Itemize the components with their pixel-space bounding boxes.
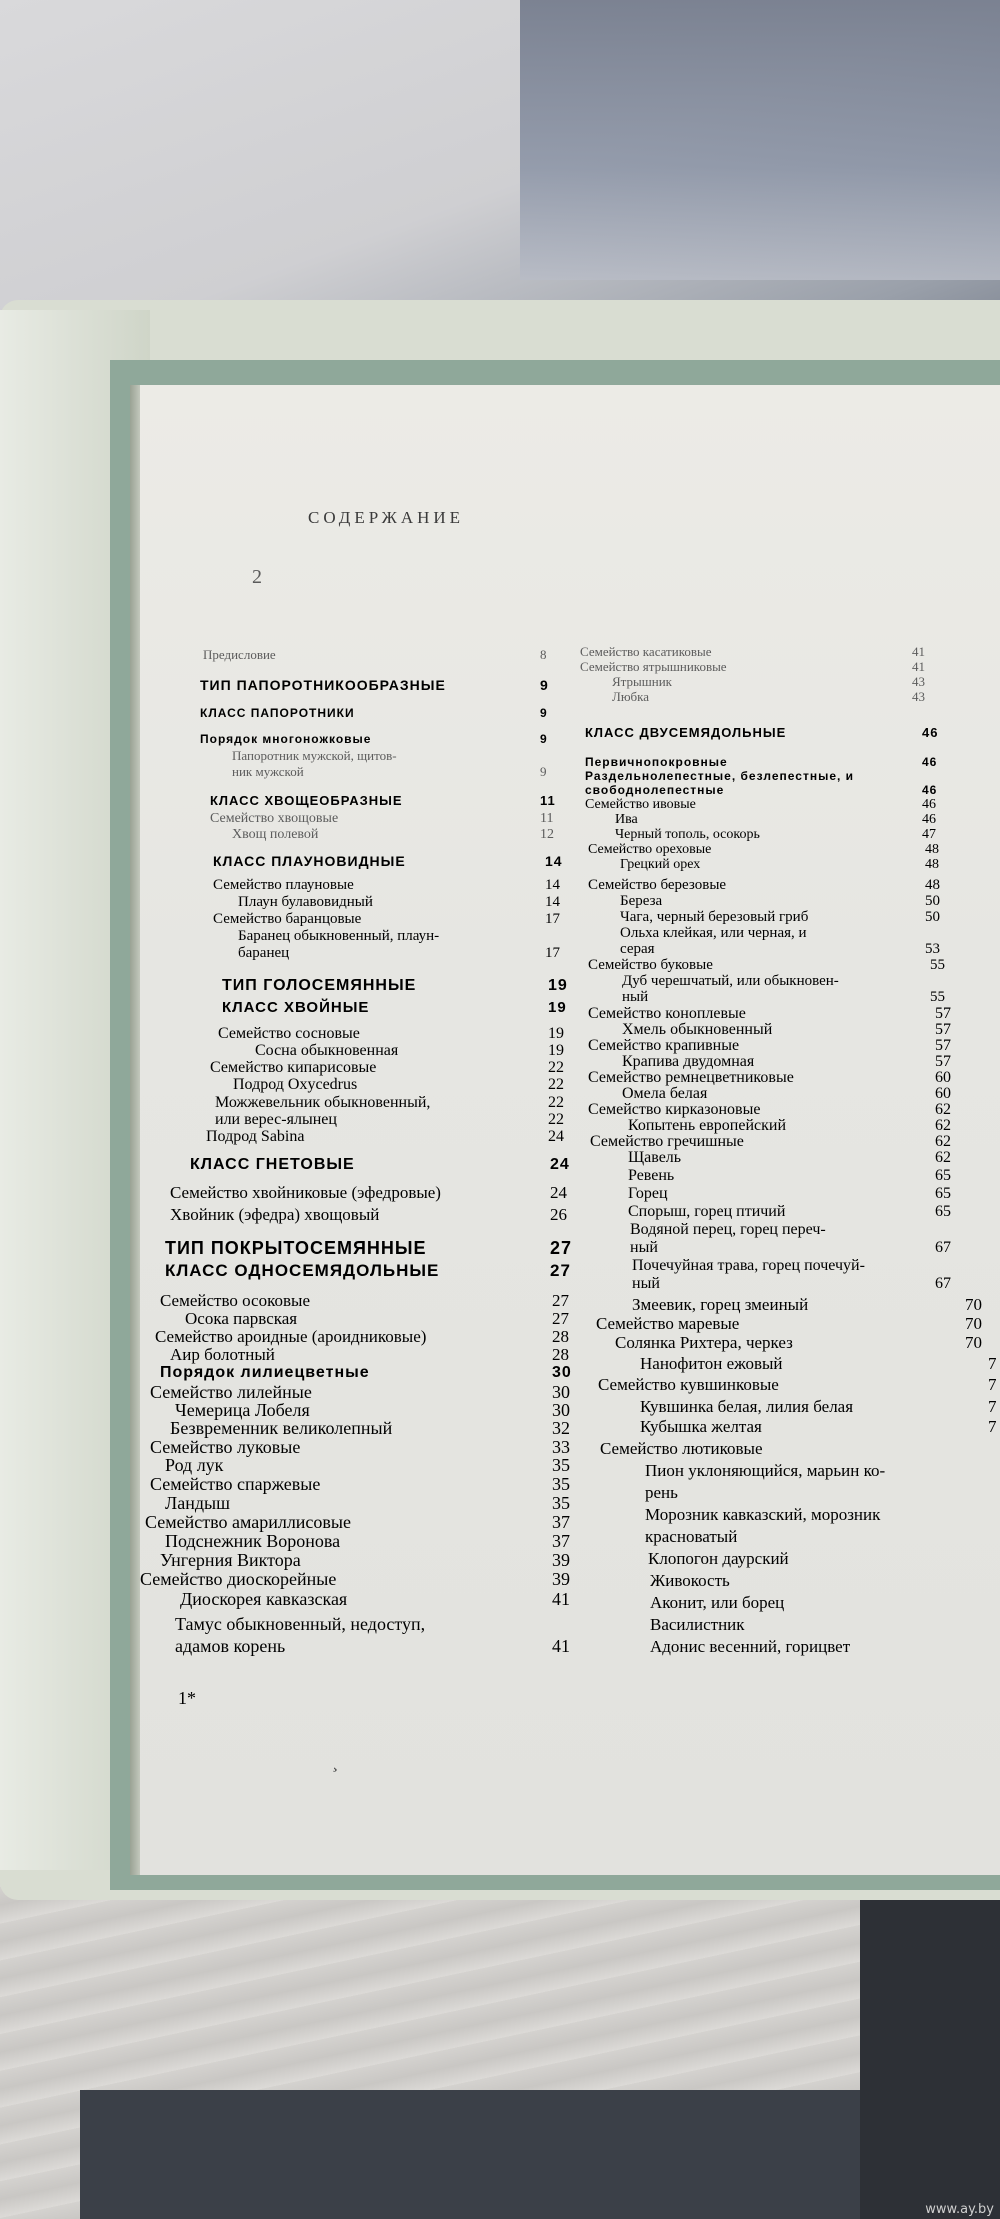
toc-entry-left: [170, 1183, 567, 1202]
toc-entry-right: [630, 1222, 826, 1238]
toc-entry-right: [640, 1417, 997, 1436]
toc-entry-left: [160, 1291, 569, 1310]
toc-entry-text: Семейство ароидные (ароидниковые): [155, 1327, 427, 1346]
toc-entry-right: [650, 1572, 730, 1589]
toc-entry-text: Кубышка желтая: [640, 1417, 762, 1436]
toc-entry-left: [165, 1455, 570, 1475]
toc-entry-text: Грецкий орех: [620, 857, 701, 872]
page-title: СОДЕРЖАНИЕ: [308, 508, 465, 527]
toc-entry-text: Семейство лютиковые: [600, 1439, 763, 1458]
toc-entry-page-number: 17: [545, 945, 560, 961]
toc-entry-text: Омела белая: [622, 1085, 708, 1102]
toc-entry-page-number: 30: [552, 1400, 570, 1420]
toc-entry-left: [218, 1025, 564, 1042]
toc-entry-left: [213, 853, 563, 869]
toc-entry-text: Ива: [615, 812, 638, 827]
toc-entry-page-number: 32: [552, 1418, 570, 1438]
toc-entry-text: Нанофитон ежовый: [640, 1354, 783, 1373]
toc-entry-text: Семейство хвойниковые (эфедровые): [170, 1183, 441, 1202]
toc-entry-text: Крапива двудомная: [622, 1053, 755, 1070]
toc-entry-text: Семейство кипарисовые: [210, 1059, 377, 1076]
toc-entry-text: Семейство хвощовые: [210, 811, 339, 826]
toc-entry-text: Дуб черешчатый, или обыкновен-: [622, 973, 839, 989]
toc-entry-text: Семейство маревые: [596, 1314, 740, 1333]
toc-entry-right: [620, 941, 940, 957]
toc-entry-text: Аконит, или борец: [650, 1593, 785, 1612]
toc-entry-left: [140, 1569, 570, 1589]
toc-entry-page-number: 43: [912, 674, 925, 689]
toc-entry-text: Хмель обыкновенный: [622, 1021, 773, 1038]
toc-entry-right: [622, 1053, 951, 1070]
toc-entry-page-number: 50: [925, 909, 940, 925]
toc-entry-right: [632, 1295, 982, 1314]
toc-entry-page-number: 41: [552, 1636, 570, 1656]
toc-entry-page-number: 22: [548, 1059, 564, 1076]
toc-entry-page-number: 17: [545, 911, 560, 927]
toc-entry-left: [190, 1156, 570, 1173]
toc-entry-left: [232, 764, 547, 779]
toc-entry-right: [588, 1037, 951, 1054]
toc-entry-page-number: 7: [988, 1375, 997, 1394]
toc-entry-text: Семейство кувшинковые: [598, 1375, 779, 1394]
toc-entry-text: Порядок многоножковые: [200, 732, 372, 746]
toc-entry-page-number: 46: [922, 755, 938, 769]
toc-entry-page-number: 43: [912, 689, 925, 704]
page-signature: 1*: [178, 1688, 196, 1708]
toc-entry-right: [596, 1314, 982, 1333]
toc-entry-text: Семейство гречишные: [590, 1133, 744, 1150]
toc-entry-text: Чемерица Лобеля: [175, 1400, 310, 1420]
toc-entry-right: [650, 1616, 745, 1633]
toc-entry-left: [160, 1550, 570, 1570]
toc-entry-left: [170, 1345, 569, 1364]
toc-entry-left: [150, 1474, 570, 1494]
toc-entry-page-number: 8: [540, 647, 547, 662]
toc-entry-page-number: 19: [548, 999, 567, 1016]
toc-entry-text: Семейство ятрышниковые: [580, 659, 727, 674]
toc-entry-left: [222, 999, 567, 1016]
toc-entry-right: [645, 1506, 880, 1523]
toc-entry-left: [233, 1076, 564, 1093]
toc-entry-page-number: 62: [935, 1117, 951, 1134]
toc-entry-text: Спорыш, горец птичий: [628, 1203, 786, 1220]
toc-entry-left: [165, 1493, 570, 1513]
toc-entry-text: Щавель: [628, 1149, 682, 1166]
toc-entry-page-number: 57: [935, 1037, 951, 1054]
toc-entry-text: Ольха клейкая, или черная, и: [620, 925, 807, 941]
toc-entry-text: Порядок лилиецветные: [160, 1364, 370, 1381]
toc-entry-right: [615, 812, 936, 827]
toc-entry-right: [585, 770, 854, 782]
toc-entry-left: [215, 1111, 564, 1128]
toc-entry-right: [585, 783, 938, 797]
toc-entry-page-number: 30: [552, 1364, 572, 1381]
toc-entry-text: КЛАСС ОДНОСЕМЯДОЛЬНЫЕ: [165, 1261, 440, 1280]
toc-entry-text: Семейство буковые: [588, 957, 713, 973]
toc-entry-right: [585, 725, 939, 740]
toc-entry-page-number: 7: [988, 1417, 997, 1436]
watermark: www.ay.by: [925, 2202, 994, 2217]
toc-entry-text: Семейство кирказоновые: [588, 1101, 761, 1118]
toc-entry-left: [210, 811, 554, 826]
toc-entry-left: [238, 894, 560, 910]
toc-entry-text: КЛАСС ГНЕТОВЫЕ: [190, 1156, 355, 1173]
toc-entry-right: [628, 1185, 951, 1202]
toc-entry-text: Василистник: [650, 1615, 745, 1634]
toc-entry-text: Диоскорея кавказская: [180, 1589, 348, 1609]
toc-entry-text: КЛАСС ПЛАУНОВИДНЫЕ: [213, 853, 406, 869]
toc-entry-text: Черный тополь, осокорь: [615, 827, 760, 842]
toc-entry-text: Семейство березовые: [588, 877, 727, 893]
toc-entry-page-number: 39: [552, 1569, 570, 1589]
toc-entry-text: Пион уклоняющийся, марьин ко-: [645, 1461, 886, 1480]
toc-entry-text: Хвощ полевой: [232, 827, 319, 842]
toc-entry-text: Хвойник (эфедра) хвощовый: [170, 1205, 380, 1224]
toc-entry-text: красноватый: [645, 1527, 738, 1546]
toc-entry-right: [580, 659, 925, 674]
toc-entry-page-number: 19: [548, 977, 568, 994]
toc-entry-left: [222, 977, 568, 994]
toc-entry-right: [632, 1258, 865, 1274]
toc-entry-text: Унгерния Виктора: [160, 1550, 301, 1570]
toc-entry-right: [620, 893, 940, 909]
toc-entry-text: Солянка Рихтера, черкез: [615, 1333, 793, 1352]
toc-entry-left: [165, 1261, 571, 1280]
toc-entry-right: [598, 1375, 997, 1394]
toc-entry-left: [206, 1128, 564, 1145]
toc-entry-text: ный: [632, 1275, 660, 1292]
toc-entry-page-number: 50: [925, 893, 940, 909]
toc-entry-text: Род лук: [165, 1455, 224, 1475]
toc-entry-right: [588, 1005, 951, 1022]
toc-entry-left: [232, 827, 554, 842]
toc-entry-page-number: 70: [965, 1295, 982, 1314]
toc-entry-page-number: 19: [548, 1025, 564, 1042]
toc-entry-text: ный: [630, 1239, 658, 1256]
toc-entry-right: [622, 989, 945, 1005]
toc-entry-text: Семейство луковые: [150, 1437, 301, 1457]
toc-entry-page-number: 53: [925, 941, 940, 957]
toc-entry-left: [175, 1636, 570, 1656]
toc-entry-text: Почечуйная трава, горец почечуй-: [632, 1257, 865, 1274]
toc-entry-left: [210, 1059, 564, 1076]
toc-entry-right: [580, 644, 925, 659]
toc-entry-text: Осока парвская: [185, 1309, 298, 1328]
toc-entry-page-number: 57: [935, 1021, 951, 1038]
toc-entry-right: [645, 1528, 737, 1545]
toc-entry-page-number: 27: [552, 1291, 569, 1310]
toc-entry-text: Ятрышник: [612, 674, 672, 689]
toc-entry-page-number: 9: [540, 732, 548, 746]
toc-entry-page-number: 46: [922, 783, 938, 797]
toc-entry-left: [213, 911, 560, 927]
toc-entry-text: Баранец обыкновенный, плаун-: [238, 928, 440, 944]
toc-entry-right: [612, 674, 925, 689]
toc-entry-text: Сосна обыкновенная: [255, 1042, 399, 1059]
toc-entry-page-number: 48: [925, 877, 940, 893]
toc-entry-page-number: 28: [552, 1345, 569, 1364]
toc-entry-right: [630, 1239, 951, 1256]
toc-entry-text: Змеевик, горец змеиный: [632, 1295, 809, 1314]
toc-entry-page-number: 11: [540, 811, 554, 826]
toc-entry-text: Адонис весенний, горицвет: [650, 1637, 851, 1656]
toc-entry-right: [588, 877, 940, 893]
toc-entry-left: [238, 945, 560, 961]
toc-entry-right: [585, 755, 938, 769]
toc-entry-text: Семейство диоскорейные: [140, 1569, 337, 1589]
toc-entry-text: ТИП ГОЛОСЕМЯННЫЕ: [222, 977, 417, 994]
toc-entry-right: [622, 974, 839, 989]
toc-entry-text: КЛАСС ХВОЩЕОБРАЗНЫЕ: [210, 793, 403, 808]
toc-entry-right: [650, 1638, 850, 1655]
toc-entry-left: [175, 1400, 570, 1420]
toc-entry-page-number: 22: [548, 1094, 564, 1111]
toc-entry-page-number: 9: [540, 764, 547, 779]
toc-entry-left: [200, 732, 548, 746]
toc-entry-page-number: 62: [935, 1133, 951, 1150]
toc-entry-page-number: 26: [550, 1205, 567, 1224]
toc-entry-text: Первичнопокровные: [585, 755, 728, 769]
toc-entry-left: [155, 1327, 569, 1346]
toc-entry-page-number: 27: [552, 1309, 569, 1328]
toc-entry-text: Семейство касатиковые: [580, 644, 712, 659]
toc-entry-left: [238, 929, 439, 944]
toc-entry-page-number: 47: [922, 827, 936, 842]
toc-entry-page-number: 27: [550, 1261, 571, 1280]
toc-entry-text: Семейство ореховые: [588, 842, 712, 857]
toc-entry-text: серая: [620, 941, 655, 957]
toc-entry-page-number: 57: [935, 1005, 951, 1022]
toc-entry-page-number: 70: [965, 1333, 982, 1352]
toc-entry-page-number: 33: [552, 1437, 570, 1457]
toc-entry-text: Семейство лилейные: [150, 1382, 312, 1402]
toc-entry-right: [588, 1069, 951, 1086]
toc-entry-text: Морозник кавказский, морозник: [645, 1505, 881, 1524]
toc-entry-text: Подснежник Воронова: [165, 1531, 341, 1551]
toc-entry-page-number: 67: [935, 1239, 951, 1256]
toc-entry-page-number: 14: [545, 853, 563, 869]
toc-entry-text: Папоротник мужской, щитов-: [232, 748, 397, 763]
toc-entry-page-number: 65: [935, 1203, 951, 1220]
toc-entry-text: Чага, черный березовый гриб: [620, 909, 809, 925]
toc-entry-page-number: 7: [988, 1354, 997, 1373]
toc-entry-text: КЛАСС ХВОЙНЫЕ: [222, 999, 370, 1016]
toc-entry-left: [175, 1615, 425, 1633]
toc-entry-right: [622, 1021, 951, 1038]
toc-entry-left: [255, 1042, 564, 1059]
toc-entry-left: [185, 1309, 569, 1328]
toc-entry-page-number: 46: [922, 725, 939, 740]
toc-entry-right: [650, 1594, 784, 1611]
toc-entry-text: Ландыш: [165, 1493, 230, 1513]
toc-entry-text: ный: [622, 989, 649, 1005]
toc-entry-text: Плаун булавовидный: [238, 894, 373, 910]
toc-entry-left: [150, 1382, 570, 1402]
toc-entry-text: Семейство коноплевые: [588, 1005, 746, 1022]
toc-entry-text: ник мужской: [232, 764, 304, 779]
toc-entry-left: [170, 1205, 567, 1224]
toc-entry-right: [628, 1203, 951, 1220]
toc-entry-page-number: 27: [550, 1238, 573, 1258]
toc-entry-right: [615, 827, 936, 842]
toc-entry-page-number: 24: [548, 1128, 564, 1145]
toc-entry-text: ТИП ПОКРЫТОСЕМЯННЫЕ: [165, 1238, 427, 1258]
toc-entry-text: Копытень европейский: [628, 1117, 787, 1134]
toc-entry-page-number: 55: [930, 957, 945, 973]
toc-entry-text: ТИП ПАПОРОТНИКООБРАЗНЫЕ: [200, 677, 446, 693]
toc-entry-text: Семейство ремнецветниковые: [588, 1069, 794, 1086]
toc-entry-text: адамов корень: [175, 1636, 286, 1656]
toc-entry-right: [632, 1275, 951, 1292]
toc-entry-page-number: 37: [552, 1512, 570, 1532]
toc-entry-page-number: 46: [922, 812, 936, 827]
toc-entry-page-number: 28: [552, 1327, 569, 1346]
toc-entry-left: [210, 793, 556, 808]
toc-entry-right: [588, 1101, 951, 1118]
toc-entry-page-number: 35: [552, 1493, 570, 1513]
toc-entry-right: [588, 957, 945, 973]
toc-entry-right: [628, 1167, 951, 1184]
toc-entry-page-number: 48: [925, 857, 939, 872]
toc-entry-text: Безвременник великолепный: [170, 1418, 393, 1438]
toc-entry-page-number: 22: [548, 1111, 564, 1128]
dark-corner: [860, 1880, 1000, 2219]
toc-entry-left: [200, 677, 549, 693]
toc-entry-text: Подрод Sabina: [206, 1128, 305, 1145]
toc-entry-text: Раздельнолепестные, безлепестные, и: [585, 769, 855, 783]
toc-entry-text: Семейство крапивные: [588, 1037, 740, 1054]
toc-entry-page-number: 41: [552, 1589, 570, 1609]
toc-entry-page-number: 12: [540, 827, 554, 842]
toc-entry-text: Живокость: [650, 1571, 730, 1590]
toc-entry-page-number: 24: [550, 1183, 567, 1202]
toc-entry-left: [165, 1531, 570, 1551]
toc-entry-text: Ревень: [628, 1167, 675, 1184]
toc-entry-right: [600, 1440, 763, 1457]
toc-entry-page-number: 41: [912, 644, 925, 659]
toc-entry-text: Тамус обыкновенный, недоступ,: [175, 1614, 426, 1634]
toc-entry-right: [640, 1354, 997, 1373]
toc-entry-page-number: 46: [922, 797, 936, 812]
background-window: [520, 0, 1000, 280]
toc-entry-text: или верес-ялынец: [215, 1111, 337, 1128]
toc-entry-right: [588, 842, 939, 857]
toc-entry-text: Семейство спаржевые: [150, 1474, 321, 1494]
toc-entry-right: [645, 1462, 885, 1479]
toc-entry-text: Горец: [628, 1185, 668, 1202]
toc-entry-page-number: 14: [545, 894, 560, 910]
toc-entry-text: Любка: [612, 689, 650, 704]
toc-entry-page-number: 37: [552, 1531, 570, 1551]
toc-entry-left: [150, 1437, 570, 1457]
toc-entry-text: Семейство осоковые: [160, 1291, 310, 1310]
toc-entry-page-number: 41: [912, 659, 925, 674]
toc-entry-right: [620, 909, 940, 925]
toc-entry-page-number: 62: [935, 1149, 951, 1166]
toc-entry-right: [590, 1133, 951, 1150]
ink-mark: ¸: [332, 1752, 338, 1772]
toc-entry-page-number: 14: [545, 877, 560, 893]
toc-entry-left: [145, 1512, 570, 1532]
toc-entry-page-number: 65: [935, 1167, 951, 1184]
toc-entry-page-number: 65: [935, 1185, 951, 1202]
toc-entry-right: [585, 797, 936, 812]
toc-entry-left: [165, 1238, 573, 1258]
toc-entry-text: рень: [645, 1483, 678, 1502]
toc-entry-page-number: 9: [540, 706, 548, 720]
toc-entry-right: [612, 689, 925, 704]
toc-entry-left: [180, 1589, 570, 1609]
toc-entry-left: [215, 1094, 564, 1111]
toc-entry-text: КЛАСС ПАПОРОТНИКИ: [200, 706, 355, 720]
toc-entry-page-number: 7: [988, 1397, 997, 1416]
toc-entry-page-number: 30: [552, 1382, 570, 1402]
toc-entry-page-number: 55: [930, 989, 945, 1005]
toc-entry-text: Предисловие: [203, 647, 276, 662]
toc-entry-page-number: 60: [935, 1069, 951, 1086]
toc-entry-page-number: 35: [552, 1474, 570, 1494]
toc-entry-page-number: 48: [925, 842, 939, 857]
toc-entry-text: Клопогон даурский: [648, 1549, 789, 1568]
toc-entry-page-number: 67: [935, 1275, 951, 1292]
toc-entry-text: Аир болотный: [170, 1345, 275, 1364]
toc-entry-page-number: 35: [552, 1455, 570, 1475]
toc-entry-page-number: 19: [548, 1042, 564, 1059]
toc-entry-text: Можжевельник обыкновенный,: [215, 1094, 431, 1111]
toc-entry-text: Подрод Oxycedrus: [233, 1076, 358, 1093]
toc-entry-right: [628, 1117, 951, 1134]
toc-entry-text: Семейство баранцовые: [213, 911, 362, 927]
toc-entry-left: [232, 749, 397, 762]
toc-entry-page-number: 60: [935, 1085, 951, 1102]
toc-entry-page-number: 9: [540, 677, 549, 693]
toc-entry-text: Береза: [620, 893, 663, 909]
toc-entry-page-number: 24: [550, 1156, 570, 1173]
toc-entry-text: КЛАСС ДВУСЕМЯДОЛЬНЫЕ: [585, 725, 787, 740]
toc-entry-text: Кувшинка белая, лилия белая: [640, 1397, 854, 1416]
toc-entry-right: [615, 1333, 982, 1352]
toc-entry-right: [622, 1085, 951, 1102]
toc-entry-text: Водяной перец, горец переч-: [630, 1221, 826, 1238]
toc-entry-left: [160, 1364, 572, 1381]
toc-entry-text: Семейство сосновые: [218, 1025, 360, 1042]
toc-entry-page-number: 57: [935, 1053, 951, 1070]
toc-entry-right: [645, 1484, 678, 1501]
toc-entry-page-number: 22: [548, 1076, 564, 1093]
toc-entry-text: баранец: [238, 945, 290, 961]
toc-entry-right: [640, 1397, 997, 1416]
toc-entry-text: свободнолепестные: [585, 783, 725, 797]
toc-entry-page-number: 70: [965, 1314, 982, 1333]
toc-entry-left: [200, 706, 548, 720]
toc-entry-right: [648, 1550, 789, 1567]
toc-entry-right: [620, 857, 939, 872]
toc-entry-page-number: 62: [935, 1101, 951, 1118]
toc-entry-right: [628, 1149, 951, 1166]
toc-entry-page-number: 39: [552, 1550, 570, 1570]
toc-entry-right: [620, 926, 807, 941]
toc-entry-left: [213, 877, 560, 893]
toc-entry-text: Семейство амариллисовые: [145, 1512, 352, 1532]
toc-entry-left: [203, 647, 547, 662]
toc-entry-text: Семейство ивовые: [585, 797, 696, 812]
toc-entry-text: Семейство плауновые: [213, 877, 354, 893]
toc-entry-page-number: 11: [540, 793, 556, 808]
pencil-mark: 2: [252, 566, 262, 588]
toc-entry-left: [170, 1418, 570, 1438]
